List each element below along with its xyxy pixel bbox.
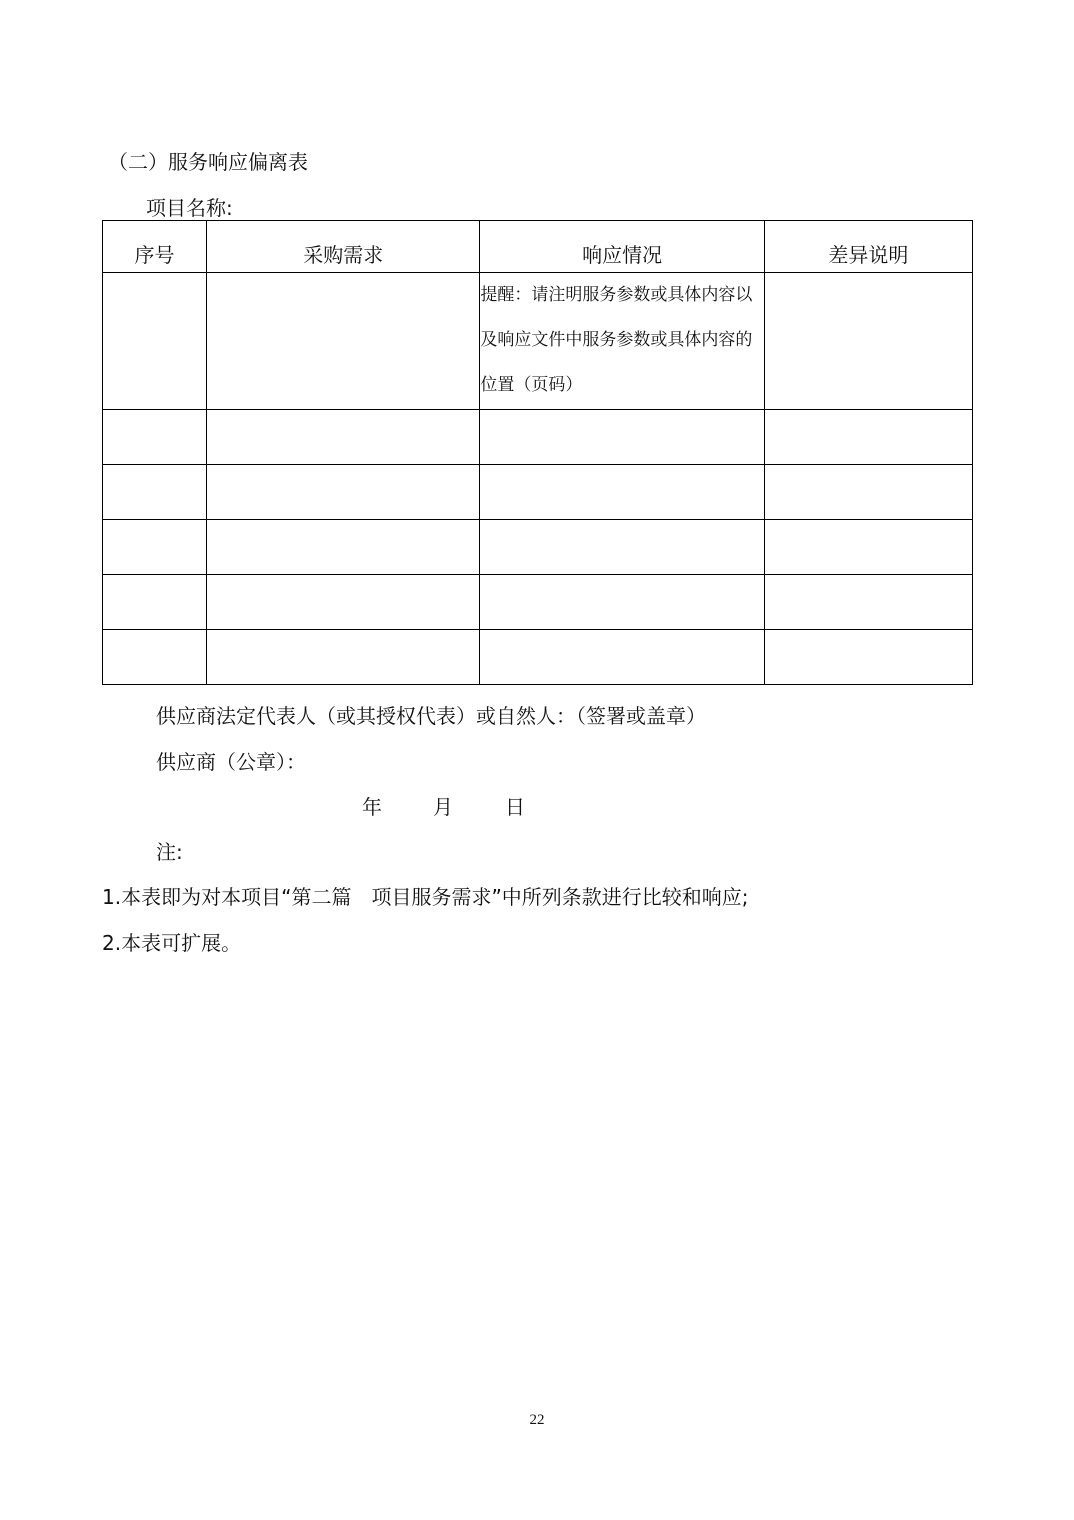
table-cell[interactable]	[103, 575, 207, 630]
header-serial-number: 序号	[103, 221, 207, 273]
table-cell[interactable]	[480, 465, 764, 520]
table-row	[103, 520, 973, 575]
table-row	[103, 273, 973, 410]
note-item: 1.本表即为对本项目“第二篇 项目服务需求”中所列条款进行比较和响应;	[102, 885, 749, 909]
table-cell[interactable]	[207, 575, 480, 630]
date-day: 日	[505, 795, 525, 819]
table-cell[interactable]	[764, 630, 972, 685]
table-row	[103, 575, 973, 630]
note-label: 注:	[156, 840, 183, 864]
table-cell[interactable]	[764, 465, 972, 520]
date-month: 月	[433, 795, 453, 819]
table-cell[interactable]	[480, 630, 764, 685]
project-name-label: 项目名称:	[146, 196, 233, 220]
table-cell[interactable]	[103, 273, 207, 410]
table-header-row	[103, 221, 973, 273]
table-cell[interactable]	[207, 520, 480, 575]
response-reminder[interactable]: 提醒：请注明服务参数或具体内容以及响应文件中服务参数或具体内容的位置（页码）	[480, 273, 764, 410]
date-year: 年	[362, 795, 382, 819]
header-response-status: 响应情况	[480, 221, 764, 273]
header-difference-explanation: 差异说明	[764, 221, 972, 273]
table-cell[interactable]	[480, 410, 764, 465]
supplier-seal-line: 供应商（公章）：	[156, 750, 306, 774]
table-cell[interactable]	[480, 575, 764, 630]
table-cell[interactable]	[103, 410, 207, 465]
table-cell[interactable]	[207, 273, 480, 410]
table-cell[interactable]	[764, 273, 972, 410]
header-procurement-requirement: 采购需求	[207, 221, 480, 273]
page-number: 22	[529, 1412, 545, 1428]
section-title: （二）服务响应偏离表	[108, 150, 308, 174]
table-cell[interactable]	[207, 630, 480, 685]
table-cell[interactable]	[103, 465, 207, 520]
table-cell[interactable]	[207, 410, 480, 465]
table-cell[interactable]	[764, 575, 972, 630]
table-cell[interactable]	[207, 465, 480, 520]
table-cell[interactable]	[764, 520, 972, 575]
table-cell[interactable]	[103, 520, 207, 575]
table-row	[103, 410, 973, 465]
table-cell[interactable]	[103, 630, 207, 685]
signature-line: 供应商法定代表人（或其授权代表）或自然人：（签署或盖章）	[156, 704, 706, 728]
table-cell[interactable]	[764, 410, 972, 465]
table-row	[103, 465, 973, 520]
table-row	[103, 630, 973, 685]
table-cell[interactable]	[480, 520, 764, 575]
note-item: 2.本表可扩展。	[102, 931, 242, 955]
service-deviation-table	[102, 220, 973, 685]
